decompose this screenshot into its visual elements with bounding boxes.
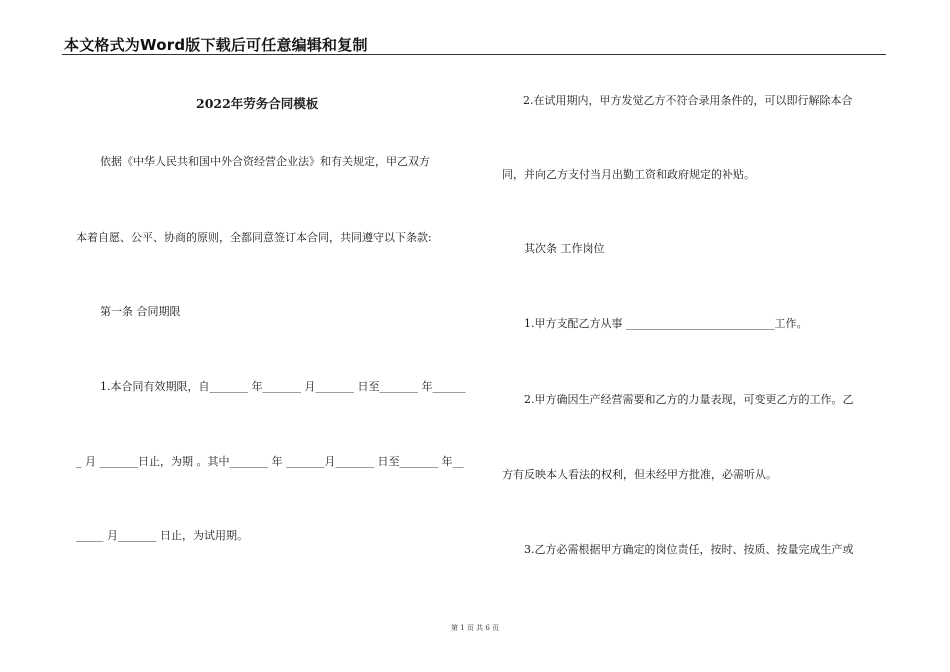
- right-paragraph-line: 2.甲方确因生产经营需要和乙方的力量表现，可变更乙方的工作。乙: [524, 393, 854, 406]
- section-heading: 其次条 工作岗位: [524, 242, 605, 255]
- right-paragraph-line: 2.在试用期内，甲方发觉乙方不符合录用条件的，可以即行解除本合: [523, 94, 853, 107]
- right-paragraph-line: 3.乙方必需根据甲方确定的岗位责任，按时、按质、按量完成生产或: [524, 543, 854, 556]
- right-paragraph-line: 1.甲方支配乙方从事 ___________________________工作。: [524, 317, 808, 330]
- header-divider: [62, 54, 886, 55]
- left-paragraph-line: _ 月 _______日止，为期 。其中_______ 年 _______月_______ 日至_______ 年__: [76, 455, 464, 468]
- left-paragraph-line: 依据《中华人民共和国中外合资经营企业法》和有关规定，甲乙双方: [100, 155, 430, 168]
- left-paragraph-line: _____ 月_______ 日止，为试用期。: [76, 529, 248, 542]
- page-number: 第 1 页 共 6 页: [450, 624, 500, 632]
- right-paragraph-line: 方有反映本人看法的权利，但未经甲方批准，必需听从。: [502, 468, 777, 481]
- document-title: 2022年劳务合同模板: [196, 96, 319, 111]
- left-paragraph-line: 本着自愿、公平、协商的原则，全都同意签订本合同，共同遵守以下条款:: [76, 231, 432, 244]
- left-paragraph-line: 1.本合同有效期限，自_______ 年_______ 月_______ 日至_______ 年______: [100, 380, 466, 393]
- section-heading: 第一条 合同期限: [100, 305, 181, 318]
- right-paragraph-line: 同，并向乙方支付当月出勤工资和政府规定的补贴。: [502, 168, 755, 181]
- document-banner: 本文格式为Word版下载后可任意编辑和复制: [64, 36, 368, 54]
